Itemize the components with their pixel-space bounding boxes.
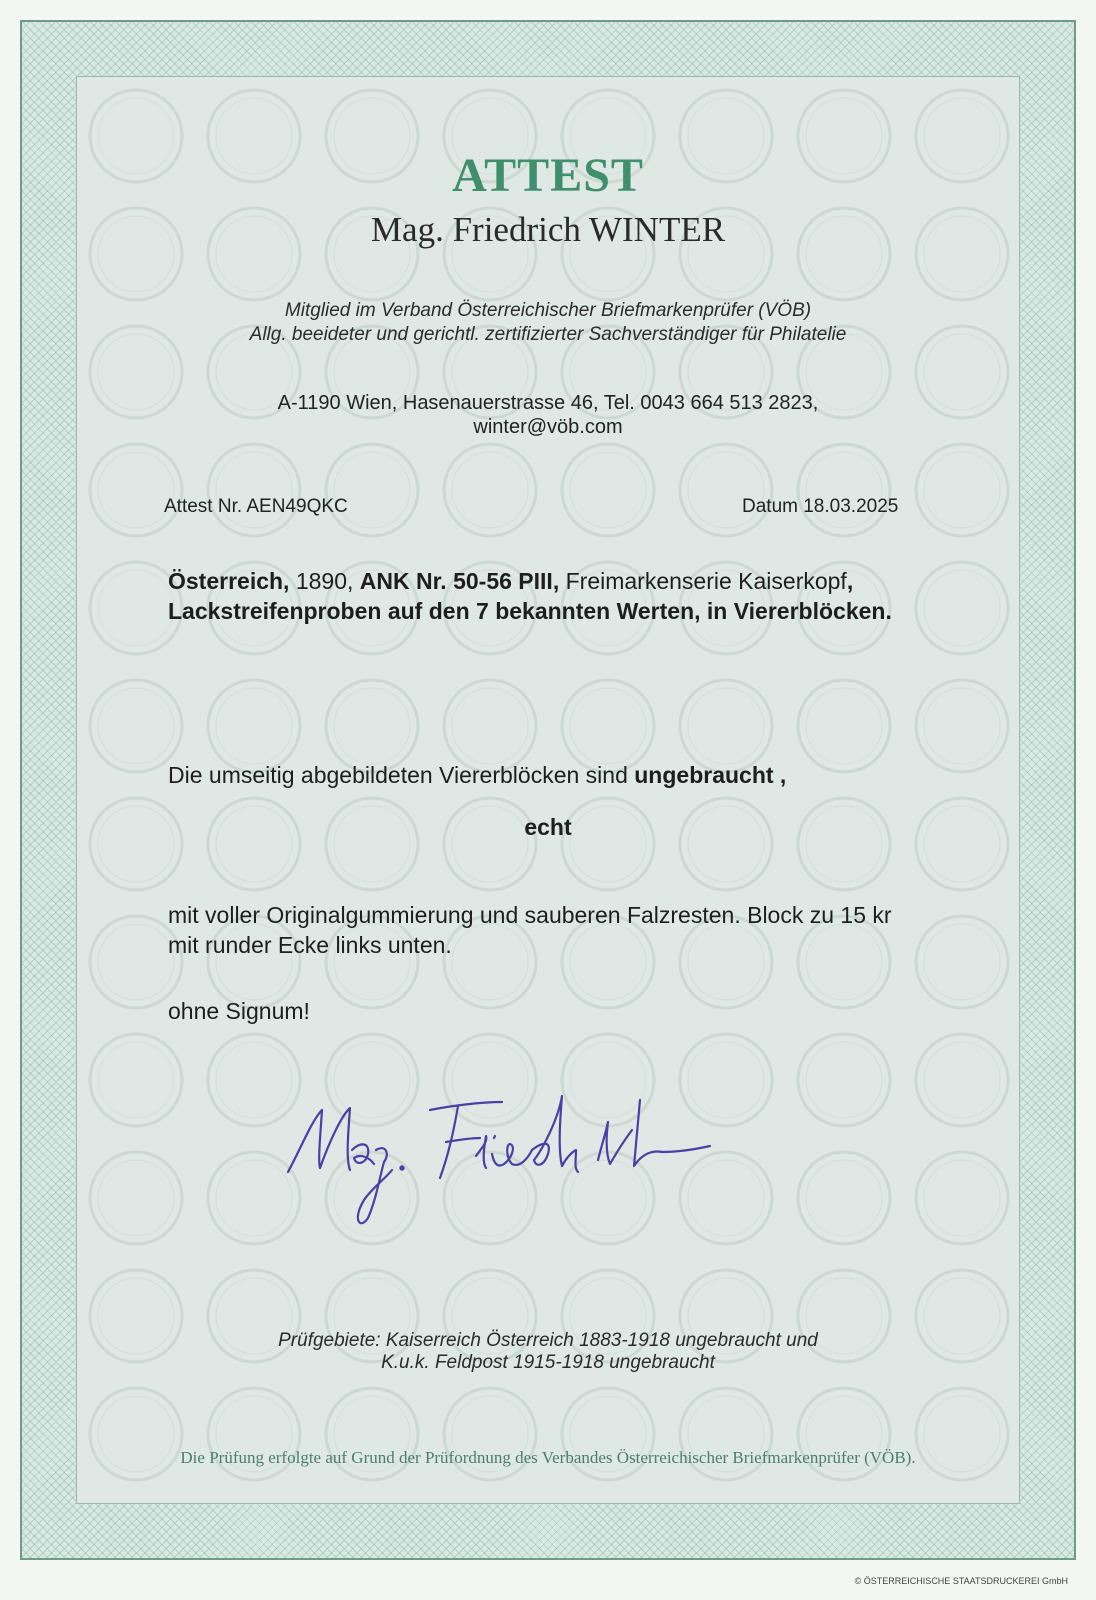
- affiliation-line-2: Allg. beeideter und gerichtl. zertifizierter Sachverständiger für Philatelie: [249, 324, 847, 345]
- certificate-title: ATTEST: [452, 149, 644, 202]
- findings-statement: [168, 760, 928, 790]
- expertise-line-1: Prüfgebiete: Kaiserreich Österreich 1883-1918 ungebraucht und: [278, 1330, 818, 1351]
- findings-intro: Die umseitig abgebildeten Viererblöcken sind: [168, 762, 635, 788]
- year: 1890,: [289, 568, 360, 594]
- voeb-watermark-pattern: [77, 77, 1020, 1504]
- examiner-name: Mag. Friedrich WINTER: [370, 210, 726, 249]
- catalog-number: ANK Nr. 50-56 PIII,: [359, 568, 560, 594]
- certificate-panel: [76, 76, 1020, 1504]
- printer-copyright: © ÖSTERREICHISCHE STAATSDRUCKEREI GmbH: [854, 1576, 1068, 1586]
- verdict: echt: [524, 814, 572, 840]
- gum-statement: mit voller Originalgummierung und sauberen Falzresten. Block zu 15 kr mit runder Ecke links unten.: [168, 902, 892, 958]
- attest-date: Datum 18.03.2025: [742, 496, 899, 517]
- country: Österreich,: [168, 568, 290, 594]
- signum-note: ohne Signum!: [168, 998, 310, 1024]
- item-detail: , Lackstreifenproben auf den 7 bekannten Werten, in Viererblöcken.: [168, 568, 892, 624]
- signature: [280, 1080, 740, 1240]
- findings-comma: ,: [773, 762, 787, 788]
- expertise-line-2: K.u.k. Feldpost 1915-1918 ungebraucht: [381, 1352, 715, 1373]
- email-address: winter@vöb.com: [473, 416, 623, 438]
- attest-number: Attest Nr. AEN49QKC: [164, 496, 348, 517]
- condition: ungebraucht: [634, 762, 774, 788]
- affiliation-line-1: Mitglied im Verband Österreichischer Briefmarkenprüfer (VÖB): [284, 300, 812, 321]
- address-line: A-1190 Wien, Hasenauerstrasse 46, Tel. 0043 664 513 2823,: [277, 392, 819, 414]
- item-description: [168, 566, 928, 626]
- series-name: Freimarkenserie Kaiserkopf: [559, 568, 847, 594]
- examination-rules-statement: Die Prüfung erfolgte auf Grund der Prüfordnung des Verbandes Österreichischer Briefmarkenprüfer (VÖB).: [180, 1448, 916, 1467]
